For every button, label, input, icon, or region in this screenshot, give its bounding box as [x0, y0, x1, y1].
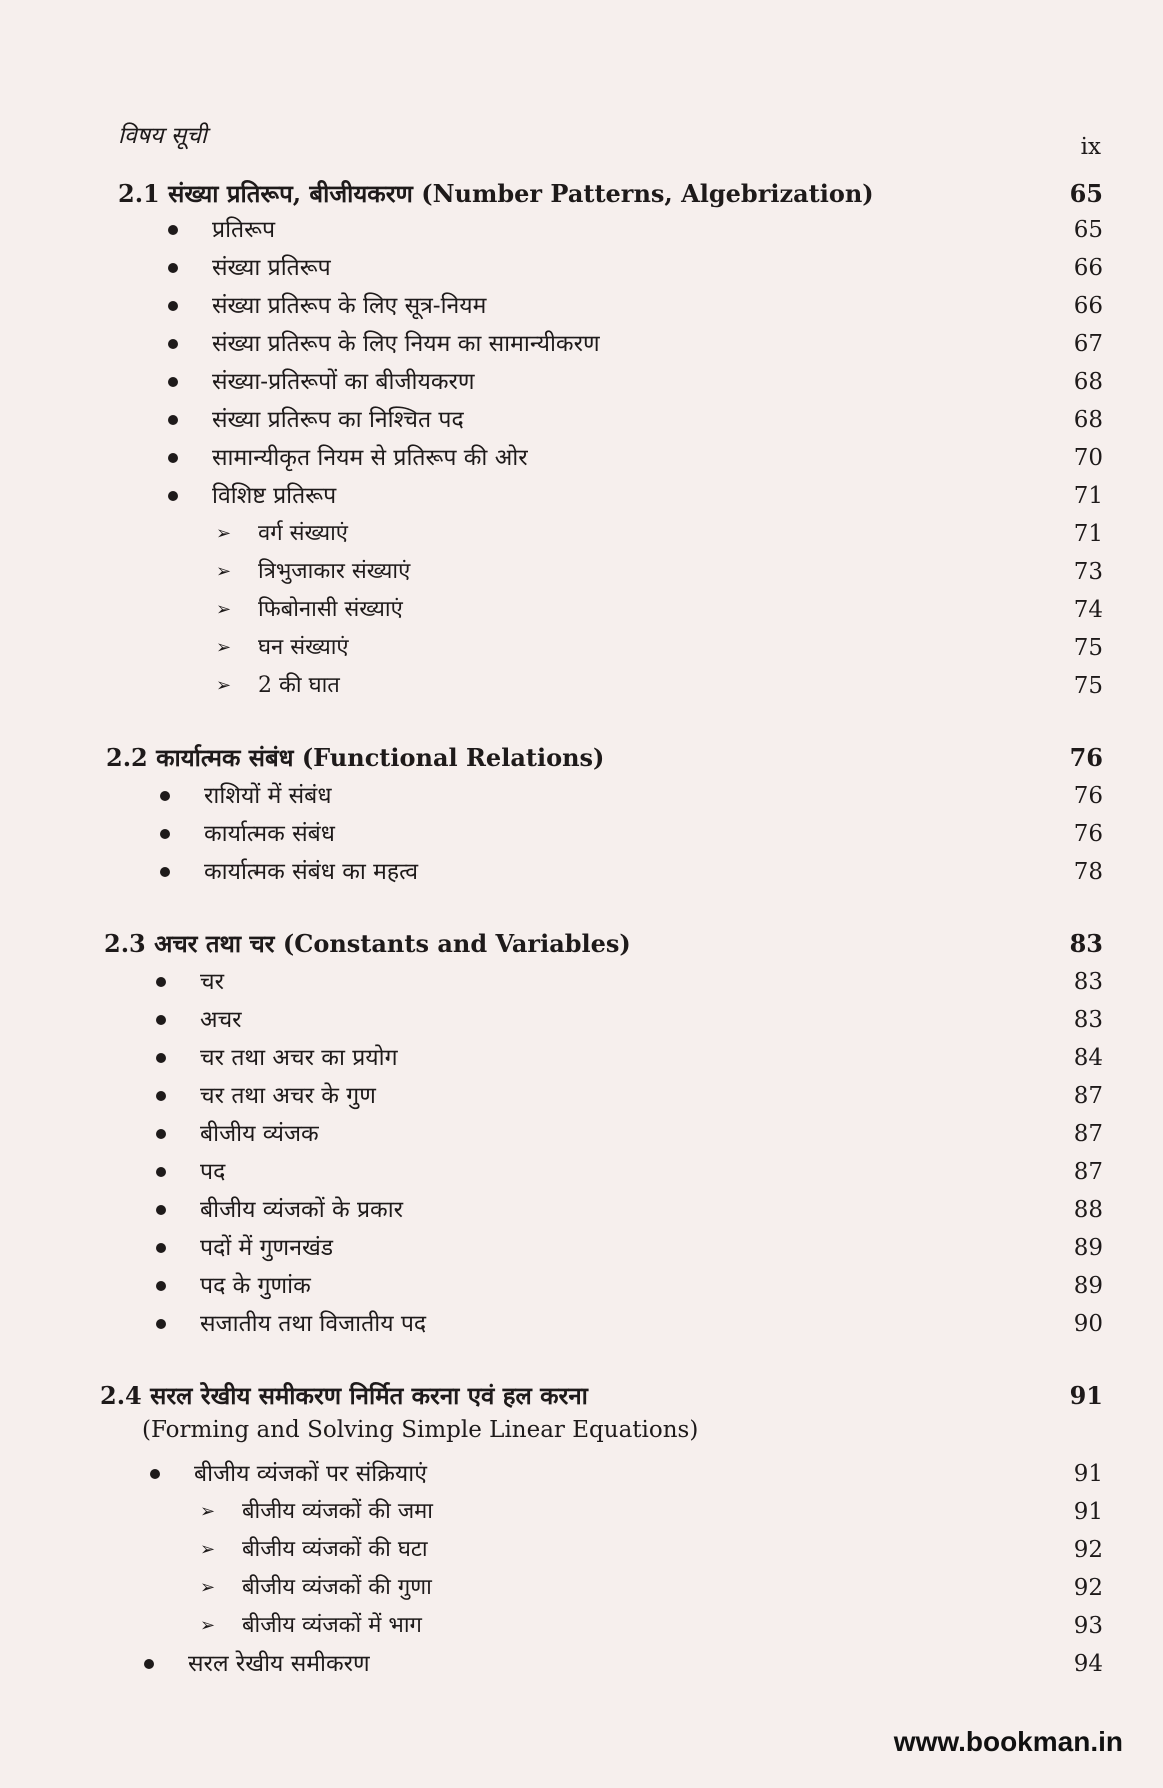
toc-entry-title: चर तथा अचर का प्रयोग	[200, 1045, 398, 1071]
toc-entry	[0, 1230, 1163, 1266]
toc-entry-title: पदों में गुणनखंड	[200, 1235, 334, 1261]
arrow-bullet-icon: ➢	[200, 1577, 216, 1598]
bullet-icon	[156, 1205, 166, 1215]
toc-subentry	[0, 630, 1163, 666]
toc-entry-page: 83	[1073, 969, 1103, 995]
bullet-icon	[168, 301, 178, 311]
toc-entry	[0, 288, 1163, 324]
toc-entry-page: 84	[1073, 1045, 1103, 1071]
toc-entry-title: 2 की घात	[258, 673, 340, 698]
bullet-icon	[156, 1091, 166, 1101]
toc-entry-page: 65	[1073, 217, 1103, 243]
toc-entry-page: 89	[1073, 1273, 1103, 1299]
toc-entry-page: 76	[1073, 821, 1103, 847]
toc-entry-title: त्रिभुजाकार संख्याएं	[258, 559, 411, 584]
toc-entry-title: सरल रेखीय समीकरण	[188, 1651, 370, 1677]
arrow-bullet-icon: ➢	[200, 1615, 216, 1636]
bullet-icon	[156, 977, 166, 987]
toc-entry-page: 78	[1073, 859, 1103, 885]
site-watermark: www.bookman.in	[893, 1726, 1123, 1757]
toc-entry-page: 91	[1069, 1381, 1103, 1410]
bullet-icon	[156, 1281, 166, 1291]
toc-entry	[0, 250, 1163, 286]
toc-entry-page: 88	[1073, 1197, 1103, 1223]
bullet-icon	[168, 415, 178, 425]
bullet-icon	[160, 829, 170, 839]
arrow-bullet-icon: ➢	[216, 637, 232, 658]
toc-entry-title: कार्यात्मक संबंध का महत्व	[204, 859, 419, 885]
toc-entry	[0, 212, 1163, 248]
toc-entry-title: प्रतिरूप	[212, 217, 276, 243]
bullet-icon	[168, 453, 178, 463]
arrow-bullet-icon: ➢	[200, 1501, 216, 1522]
toc-entry-page: 83	[1073, 1007, 1103, 1033]
running-head: विषय सूची	[118, 123, 207, 149]
toc-entry-page: 66	[1073, 255, 1103, 281]
toc-entry	[0, 478, 1163, 514]
toc-entry-page: 70	[1073, 445, 1103, 471]
bullet-icon	[168, 377, 178, 387]
bullet-icon	[156, 1129, 166, 1139]
toc-entry-title: 2.3 अचर तथा चर (Constants and Variables)	[104, 929, 631, 958]
toc-entry-page: 76	[1069, 743, 1103, 772]
bullet-icon	[150, 1469, 160, 1479]
toc-entry-title: चर तथा अचर के गुण	[200, 1083, 376, 1109]
toc-entry-page: 92	[1073, 1575, 1103, 1601]
toc-entry	[0, 1646, 1163, 1682]
toc-entry-page: 91	[1073, 1461, 1103, 1487]
toc-entry	[0, 1456, 1163, 1492]
toc-section-heading	[0, 176, 1163, 212]
bullet-icon	[168, 263, 178, 273]
toc-entry	[0, 964, 1163, 1000]
toc-entry-title: सजातीय तथा विजातीय पद	[200, 1311, 427, 1337]
toc-entry-page: 68	[1073, 407, 1103, 433]
toc-entry	[0, 364, 1163, 400]
toc-entry	[0, 1116, 1163, 1152]
toc-entry-title: बीजीय व्यंजक	[200, 1121, 319, 1147]
toc-entry-title: घन संख्याएं	[258, 635, 349, 660]
bullet-icon	[160, 791, 170, 801]
bullet-icon	[156, 1053, 166, 1063]
toc-entry	[0, 1154, 1163, 1190]
bullet-icon	[168, 339, 178, 349]
toc-entry-title: पद	[200, 1159, 226, 1185]
arrow-bullet-icon: ➢	[216, 675, 232, 696]
toc-entry-title: बीजीय व्यंजकों की घटा	[242, 1537, 428, 1562]
arrow-bullet-icon: ➢	[216, 599, 232, 620]
toc-entry-page: 66	[1073, 293, 1103, 319]
toc-subentry	[0, 554, 1163, 590]
toc-entry-title: 2.1 संख्या प्रतिरूप, बीजीयकरण (Number Patterns, Algebrization)	[118, 179, 874, 208]
toc-entry-page: 68	[1073, 369, 1103, 395]
toc-entry	[0, 326, 1163, 362]
toc-subentry	[0, 1608, 1163, 1644]
arrow-bullet-icon: ➢	[216, 523, 232, 544]
toc-subentry	[0, 1570, 1163, 1606]
bullet-icon	[156, 1015, 166, 1025]
toc-entry-page: 71	[1073, 483, 1103, 509]
toc-entry	[0, 1268, 1163, 1304]
toc-entry-title: 2.4 सरल रेखीय समीकरण निर्मित करना एवं हल करना	[100, 1381, 588, 1410]
toc-entry-title: संख्या प्रतिरूप के लिए सूत्र-नियम	[212, 293, 487, 319]
toc-entry	[0, 1040, 1163, 1076]
toc-entry-title: फिबोनासी संख्याएं	[258, 597, 403, 622]
toc-entry-page: 76	[1073, 783, 1103, 809]
toc-subentry	[0, 668, 1163, 704]
toc-entry-page: 71	[1073, 521, 1103, 547]
toc-entry-page: 83	[1069, 929, 1103, 958]
toc-entry-page: 73	[1073, 559, 1103, 585]
toc-entry-page: 75	[1073, 673, 1103, 699]
toc-entry	[0, 778, 1163, 814]
toc-entry-title: सामान्यीकृत नियम से प्रतिरूप की ओर	[212, 445, 528, 471]
toc-entry-title: संख्या प्रतिरूप का निश्चित पद	[212, 407, 464, 433]
toc-entry-page: 87	[1073, 1083, 1103, 1109]
toc-entry-page: 93	[1073, 1613, 1103, 1639]
toc-entry-title: संख्या-प्रतिरूपों का बीजीयकरण	[212, 369, 475, 395]
toc-entry-title: कार्यात्मक संबंध	[204, 821, 335, 847]
toc-subentry	[0, 592, 1163, 628]
toc-entry-page: 74	[1073, 597, 1103, 623]
toc-entry-title: विशिष्ट प्रतिरूप	[212, 483, 337, 509]
arrow-bullet-icon: ➢	[200, 1539, 216, 1560]
toc-entry	[0, 1002, 1163, 1038]
bullet-icon	[144, 1659, 154, 1669]
toc-entry-title: बीजीय व्यंजकों की जमा	[242, 1499, 433, 1524]
toc-entry-title: बीजीय व्यंजकों के प्रकार	[200, 1197, 404, 1223]
bullet-icon	[156, 1243, 166, 1253]
toc-subentry	[0, 1532, 1163, 1568]
page-number: ix	[1080, 134, 1101, 160]
toc-entry-title: बीजीय व्यंजकों की गुणा	[242, 1575, 432, 1600]
bullet-icon	[156, 1319, 166, 1329]
toc-entry	[0, 1078, 1163, 1114]
bullet-icon	[168, 491, 178, 501]
toc-subentry	[0, 516, 1163, 552]
toc-entry-page: 89	[1073, 1235, 1103, 1261]
bullet-icon	[168, 225, 178, 235]
toc-entry-page: 91	[1073, 1499, 1103, 1525]
toc-section-heading	[0, 1378, 1163, 1414]
toc-entry	[0, 1306, 1163, 1342]
toc-entry	[0, 1192, 1163, 1228]
toc-entry-title: अचर	[200, 1007, 242, 1033]
arrow-bullet-icon: ➢	[216, 561, 232, 582]
toc-entry-title: बीजीय व्यंजकों में भाग	[242, 1613, 422, 1638]
toc-entry-page: 92	[1073, 1537, 1103, 1563]
bullet-icon	[156, 1167, 166, 1177]
toc-section-heading	[0, 740, 1163, 776]
toc-entry-title: चर	[200, 969, 225, 995]
toc-entry-page: 75	[1073, 635, 1103, 661]
toc-entry-page: 65	[1069, 179, 1103, 208]
toc-entry-page: 94	[1073, 1651, 1103, 1677]
toc-subentry	[0, 1494, 1163, 1530]
toc-entry-page: 67	[1073, 331, 1103, 357]
toc-entry-page: 87	[1073, 1159, 1103, 1185]
toc-section-heading	[0, 926, 1163, 962]
toc-entry	[0, 816, 1163, 852]
toc-entry	[0, 1412, 1163, 1448]
toc-entry-title: (Forming and Solving Simple Linear Equations)	[142, 1417, 699, 1443]
toc-entry-title: पद के गुणांक	[200, 1273, 311, 1299]
toc-entry-title: संख्या प्रतिरूप के लिए नियम का सामान्यीकरण	[212, 331, 600, 357]
toc-entry	[0, 854, 1163, 890]
bullet-icon	[160, 867, 170, 877]
toc-entry-title: राशियों में संबंध	[204, 783, 332, 809]
toc-entry	[0, 402, 1163, 438]
toc-entry-title: 2.2 कार्यात्मक संबंध (Functional Relations)	[106, 743, 605, 772]
toc-entry	[0, 440, 1163, 476]
toc-entry-page: 87	[1073, 1121, 1103, 1147]
toc-entry-page: 90	[1073, 1311, 1103, 1337]
toc-entry-title: बीजीय व्यंजकों पर संक्रियाएं	[194, 1461, 427, 1487]
toc-entry-title: वर्ग संख्याएं	[258, 521, 348, 546]
toc-entry-title: संख्या प्रतिरूप	[212, 255, 331, 281]
